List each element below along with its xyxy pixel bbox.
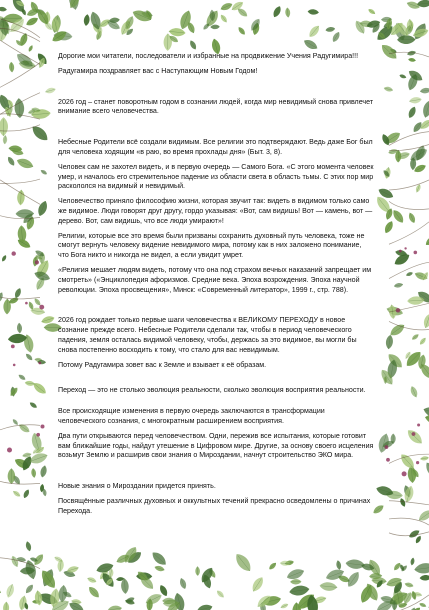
greeting-paragraph: Дорогие мои читатели, последователи и избранные на продвижение Учения Радугимира!!! xyxy=(58,52,359,60)
paragraph: Потому Радугамира зовет вас к Земле и взывает к её образам. xyxy=(58,360,267,369)
quote-paragraph: «Религия мешает людям видеть, потому что она под страхом вечных наказаний запрещает им смотреть» («Энциклопедия афоризмов. Средние века. Эпоха возрождения. Эпоха научной революции. Эпоха просвещения», Минск: «Современный литератор», 1999 г., стр. 788). xyxy=(58,265,372,294)
paragraph: Новые знания о Мироздании придется принять. xyxy=(58,482,216,491)
paragraph: 2026 год рождает только первые шаги человечества к ВЕЛИКОМУ ПЕРЕХОДУ в новое сознание прежде всего. Небесные Родители сделали так, чтобы в период человеческого падения, земля осталась видимой человеку, чтобы, держась за это видимое, вы могли бы снова постепенно восходить к тому, что стало для вас невидимым. xyxy=(58,316,357,354)
paragraph: Все происходящие изменения в первую очередь заключаются в трансформации человеческого сознания, с многократным расширением восприятия. xyxy=(58,407,325,425)
paragraph: 2026 год – станет поворотным годом в сознании людей, когда мир невидимый снова привлечет внимание всего человечества. xyxy=(58,97,374,116)
paragraph: Посвящённые различных духовных и оккультных течений прекрасно осведомлены о причинах Перехода. xyxy=(58,496,371,515)
congratulation-paragraph: Радугамира поздравляет вас с Наступающим Новым Годом! xyxy=(58,66,258,75)
paragraph: Религии, которые все это время были призваны сохранить духовный путь человека, тоже не смогут вернуть человеку видение невидимого мира, потому как в них заложено понимание, что Бога никто и никогда не видел, а если увидит умрет. xyxy=(58,231,365,260)
paragraph: Человек сам не захотел видеть, и в первую очередь — Самого Бога. «С этого момента человек умер, и началось его стремительное падение из области света в область тьмы. С этих пор мир раскололся на видимый и невидимый. xyxy=(58,162,374,191)
paragraph: Человечество приняло философию жизни, которая звучит так: видеть в видимом только само же видимое. Люди говорят друг другу, гордо указывая: «Вот, сам видишь! Вот — камень, вот — дерево. Вот, сам видишь, что все люди умирают»! xyxy=(58,197,373,225)
paragraph: Небесные Родители всё создали видимым. Все религии это подтверждают. Ведь даже Бог был для человека ходящим «в раю, во время прохлады дня» (Быт. 3, 8). xyxy=(58,138,373,156)
paragraph: Два пути открываются перед человечеством. Одни, пережив все испытания, которые готовит вам ближайшие годы, найдут утешение в Цифровом мире. Другие, за основу своего исцеления возьмут Землю и расширив свои знания о Мироздании, начнут строительство ЭКО мира. xyxy=(58,431,374,460)
paragraph: Переход — это не столько эволюция реальности, сколько эволюция восприятия реальности. xyxy=(58,386,366,395)
document-body xyxy=(58,52,374,517)
